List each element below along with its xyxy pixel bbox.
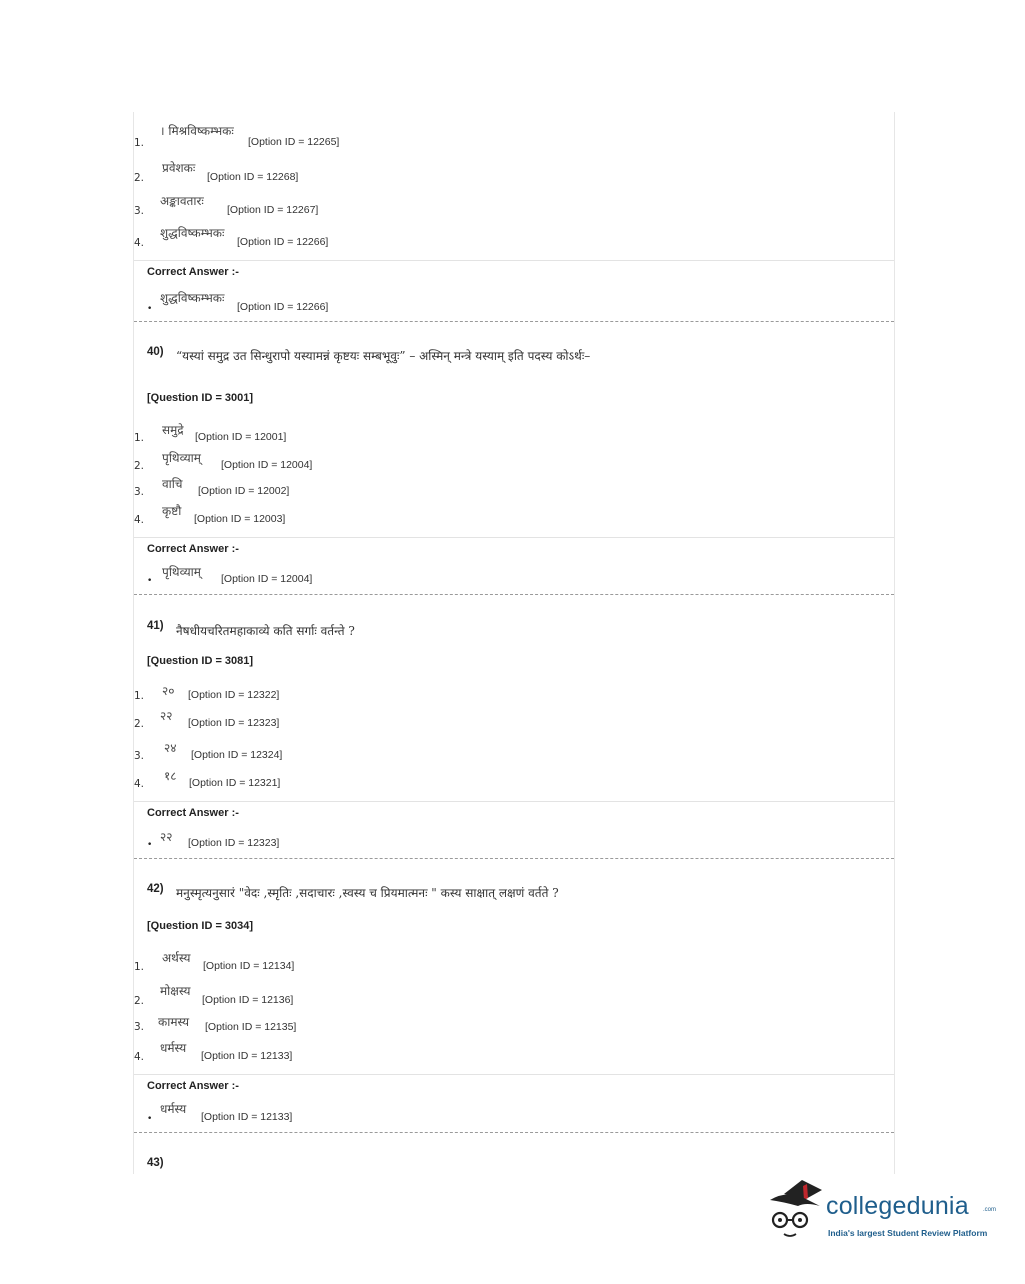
- brand-tagline: India's largest Student Review Platform: [828, 1228, 988, 1238]
- option-text: वाचि: [162, 477, 183, 491]
- question-number: 42): [147, 883, 164, 895]
- option-number: 1.: [134, 137, 145, 149]
- option-text: शुद्धविष्कम्भकः: [160, 226, 225, 240]
- option-id: [Option ID = 12266]: [237, 236, 329, 248]
- question-text: नैषधीयचरितमहाकाव्ये कति सर्गाः वर्तन्ते ?: [176, 624, 355, 638]
- answer-text: शुद्धविष्कम्भकः: [160, 291, 225, 305]
- option-id: [Option ID = 12268]: [207, 171, 299, 183]
- option-number: 2.: [134, 718, 145, 730]
- option-text: १८: [164, 769, 177, 783]
- answer-bullet: •: [147, 576, 153, 586]
- question-separator: [134, 858, 894, 859]
- answer-option-id: [Option ID = 12004]: [221, 573, 313, 585]
- option-text: २४: [164, 741, 177, 755]
- option-id: [Option ID = 12321]: [189, 777, 281, 789]
- answer-bullet: •: [147, 1114, 153, 1124]
- option-number: 3.: [134, 486, 145, 498]
- divider: [134, 801, 894, 802]
- option-text: कामस्य: [158, 1015, 190, 1029]
- option-id: [Option ID = 12002]: [198, 485, 290, 497]
- option-number: 4.: [134, 237, 145, 249]
- brand-name: collegedunia: [826, 1192, 969, 1220]
- divider: [134, 1074, 894, 1075]
- option-number: 4.: [134, 514, 145, 526]
- option-id: [Option ID = 12323]: [188, 717, 280, 729]
- option-text: । मिश्रविष्कम्भकः: [160, 124, 234, 138]
- option-text: २२: [160, 709, 173, 723]
- answer-text: पृथिव्याम्: [162, 565, 201, 579]
- correct-answer-label: Correct Answer :-: [147, 266, 239, 278]
- option-number: 4.: [134, 778, 145, 790]
- option-number: 3.: [134, 750, 145, 762]
- answer-bullet: •: [147, 304, 153, 314]
- question-text: मनुस्मृत्यनुसारं "वेदः ,स्मृतिः ,सदाचारः ,स्वस्य च प्रियमात्मनः " कस्य साक्षात् लक्षणं वर्तते ?: [176, 886, 559, 900]
- option-number: 3.: [134, 205, 145, 217]
- divider: [134, 537, 894, 538]
- answer-option-id: [Option ID = 12133]: [201, 1111, 293, 1123]
- option-number: 2.: [134, 460, 145, 472]
- question-number: 43): [147, 1157, 164, 1169]
- option-id: [Option ID = 12267]: [227, 204, 319, 216]
- correct-answer-label: Correct Answer :-: [147, 543, 239, 555]
- option-number: 1.: [134, 961, 145, 973]
- option-id: [Option ID = 12322]: [188, 689, 280, 701]
- option-id: [Option ID = 12324]: [191, 749, 283, 761]
- question-separator: [134, 321, 894, 322]
- question-number: 41): [147, 620, 164, 632]
- option-text: मोक्षस्य: [160, 984, 191, 998]
- option-text: कृष्टौ: [162, 504, 182, 518]
- option-text: प्रवेशकः: [162, 161, 196, 175]
- answer-option-id: [Option ID = 12266]: [237, 301, 329, 313]
- question-id: [Question ID = 3001]: [147, 392, 254, 404]
- option-id: [Option ID = 12265]: [248, 136, 340, 148]
- option-id: [Option ID = 12003]: [194, 513, 286, 525]
- answer-bullet: •: [147, 840, 153, 850]
- correct-answer-label: Correct Answer :-: [147, 807, 239, 819]
- answer-text: धर्मस्य: [160, 1102, 187, 1116]
- option-id: [Option ID = 12133]: [201, 1050, 293, 1062]
- question-separator: [134, 1132, 894, 1133]
- option-text: अर्थस्य: [162, 951, 191, 965]
- brand-domain: .com: [983, 1207, 997, 1213]
- divider: [134, 260, 894, 261]
- exam-page: [133, 112, 895, 1174]
- option-number: 2.: [134, 995, 145, 1007]
- question-separator: [134, 594, 894, 595]
- question-number: 40): [147, 346, 164, 358]
- answer-option-id: [Option ID = 12323]: [188, 837, 280, 849]
- correct-answer-label: Correct Answer :-: [147, 1080, 239, 1092]
- option-text: धर्मस्य: [160, 1041, 187, 1055]
- option-number: 4.: [134, 1051, 145, 1063]
- answer-text: २२: [160, 830, 173, 844]
- option-text: समुद्रे: [162, 423, 184, 437]
- option-number: 3.: [134, 1021, 145, 1033]
- option-id: [Option ID = 12134]: [203, 960, 295, 972]
- option-text: २०: [162, 684, 175, 698]
- option-id: [Option ID = 12004]: [221, 459, 313, 471]
- option-id: [Option ID = 12135]: [205, 1021, 297, 1033]
- option-number: 2.: [134, 172, 145, 184]
- option-id: [Option ID = 12001]: [195, 431, 287, 443]
- option-text: अङ्कावतारः: [160, 194, 204, 208]
- question-id: [Question ID = 3034]: [147, 920, 254, 932]
- option-id: [Option ID = 12136]: [202, 994, 294, 1006]
- option-text: पृथिव्याम्: [162, 451, 201, 465]
- question-text: “यस्यां समुद्र उत सिन्धुरापो यस्यामन्नं कृष्टयः सम्बभूवुः” – अस्मिन् मन्त्रे यस्याम् इति पदस्य कोऽर्थः–: [176, 349, 591, 363]
- option-number: 1.: [134, 432, 145, 444]
- option-number: 1.: [134, 690, 145, 702]
- question-id: [Question ID = 3081]: [147, 655, 254, 667]
